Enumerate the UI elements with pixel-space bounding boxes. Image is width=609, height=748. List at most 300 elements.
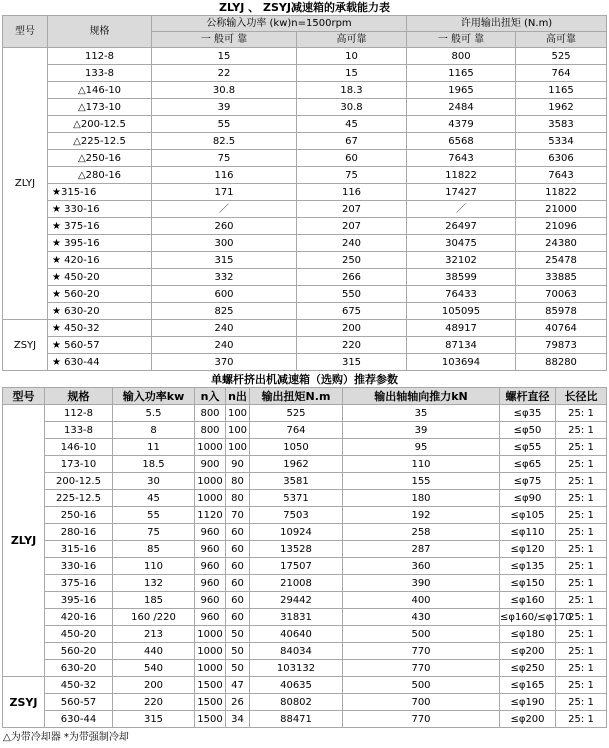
diameter-cell: ≤φ35	[500, 405, 556, 422]
table-row	[3, 541, 607, 558]
thrust-cell: 180	[343, 490, 500, 507]
torque-cell: 525	[250, 405, 343, 422]
spec-cell: 395-16	[45, 592, 113, 609]
torque-high-cell: 21000	[516, 201, 607, 218]
thrust-cell: 39	[343, 422, 500, 439]
torque-general-cell: 103694	[407, 354, 516, 371]
n-in-cell: 1000	[195, 660, 226, 677]
power-cell: 110	[113, 558, 195, 575]
torque-cell: 31831	[250, 609, 343, 626]
ratio-cell: 25: 1	[556, 694, 607, 711]
table-row	[3, 643, 607, 660]
power-general-cell: 171	[152, 184, 297, 201]
torque-cell: 21008	[250, 575, 343, 592]
header-power: 输入功率kw	[113, 388, 195, 405]
diameter-cell: ≤φ180	[500, 626, 556, 643]
table-row	[3, 524, 607, 541]
n-in-cell: 800	[195, 422, 226, 439]
power-general-cell: 82.5	[152, 133, 297, 150]
header-thrust: 输出轴轴向推力kN	[343, 388, 500, 405]
table-row	[3, 269, 607, 286]
n-in-cell: 1120	[195, 507, 226, 524]
ratio-cell: 25: 1	[556, 439, 607, 456]
spec-cell: 450-20	[45, 626, 113, 643]
ratio-cell: 25: 1	[556, 524, 607, 541]
power-cell: 160 /220	[113, 609, 195, 626]
torque-cell: 3581	[250, 473, 343, 490]
diameter-cell: ≤φ120	[500, 541, 556, 558]
ratio-cell: 25: 1	[556, 507, 607, 524]
torque-high-cell: 1962	[516, 99, 607, 116]
torque-general-cell: 800	[407, 48, 516, 65]
power-high-cell: 207	[297, 201, 407, 218]
table-row	[3, 405, 607, 422]
power-high-cell: 675	[297, 303, 407, 320]
torque-cell: 1962	[250, 456, 343, 473]
table-row	[3, 99, 607, 116]
table-row	[3, 201, 607, 218]
table-row	[3, 490, 607, 507]
diameter-cell: ≤φ150	[500, 575, 556, 592]
torque-general-cell: 1965	[407, 82, 516, 99]
spec-cell: 133-8	[45, 422, 113, 439]
power-cell: 55	[113, 507, 195, 524]
spec-cell: ★ 330-16	[48, 201, 152, 218]
spec-cell: 450-32	[45, 677, 113, 694]
header-diameter: 螺杆直径	[500, 388, 556, 405]
ratio-cell: 25: 1	[556, 643, 607, 660]
torque-cell: 764	[250, 422, 343, 439]
ratio-cell: 25: 1	[556, 609, 607, 626]
power-cell: 85	[113, 541, 195, 558]
spec-cell: △250-16	[48, 150, 152, 167]
n-in-cell: 1000	[195, 490, 226, 507]
table-row	[3, 252, 607, 269]
n-in-cell: 1000	[195, 626, 226, 643]
torque-cell: 5371	[250, 490, 343, 507]
header-n-in: n入	[195, 388, 226, 405]
power-general-cell: 600	[152, 286, 297, 303]
spec-cell: 133-8	[48, 65, 152, 82]
power-high-cell: 10	[297, 48, 407, 65]
header-power-high: 高可靠	[297, 32, 407, 48]
spec-cell: △173-10	[48, 99, 152, 116]
n-in-cell: 1000	[195, 473, 226, 490]
torque-general-cell: 87134	[407, 337, 516, 354]
spec-cell: 112-8	[48, 48, 152, 65]
power-general-cell: 825	[152, 303, 297, 320]
n-out-cell: 100	[226, 405, 250, 422]
table-row	[3, 82, 607, 99]
torque-high-cell: 3583	[516, 116, 607, 133]
power-high-cell: 67	[297, 133, 407, 150]
power-general-cell: 240	[152, 320, 297, 337]
thrust-cell: 287	[343, 541, 500, 558]
header-torque: 输出扭矩N.m	[250, 388, 343, 405]
n-in-cell: 1500	[195, 694, 226, 711]
diameter-cell: ≤φ200	[500, 711, 556, 728]
power-high-cell: 200	[297, 320, 407, 337]
n-out-cell: 100	[226, 439, 250, 456]
n-out-cell: 70	[226, 507, 250, 524]
diameter-cell: ≤φ160	[500, 592, 556, 609]
table-row	[3, 65, 607, 82]
spec-cell: 330-16	[45, 558, 113, 575]
thrust-cell: 155	[343, 473, 500, 490]
spec-cell: △225-12.5	[48, 133, 152, 150]
thrust-cell: 95	[343, 439, 500, 456]
torque-cell: 88471	[250, 711, 343, 728]
spec-cell: ★ 450-32	[48, 320, 152, 337]
table-row	[3, 133, 607, 150]
header-torque-high: 高可靠	[516, 32, 607, 48]
spec-cell: ★ 420-16	[48, 252, 152, 269]
n-in-cell: 900	[195, 456, 226, 473]
torque-general-cell: 2484	[407, 99, 516, 116]
table-row	[3, 507, 607, 524]
torque-high-cell: 79873	[516, 337, 607, 354]
spec-cell: 630-44	[45, 711, 113, 728]
power-high-cell: 220	[297, 337, 407, 354]
extruder-params-table	[2, 387, 607, 728]
torque-high-cell: 1165	[516, 82, 607, 99]
power-high-cell: 75	[297, 167, 407, 184]
torque-general-cell: 6568	[407, 133, 516, 150]
power-high-cell: 550	[297, 286, 407, 303]
thrust-cell: 400	[343, 592, 500, 609]
ratio-cell: 25: 1	[556, 626, 607, 643]
torque-high-cell: 40764	[516, 320, 607, 337]
table2-title: 单螺杆挤出机减速箱（选购）推荐参数	[211, 373, 398, 386]
n-in-cell: 1000	[195, 439, 226, 456]
thrust-cell: 500	[343, 677, 500, 694]
n-out-cell: 100	[226, 422, 250, 439]
torque-cell: 13528	[250, 541, 343, 558]
torque-general-cell: 105095	[407, 303, 516, 320]
spec-cell: 375-16	[45, 575, 113, 592]
torque-cell: 103132	[250, 660, 343, 677]
power-high-cell: 45	[297, 116, 407, 133]
spec-cell: △200-12.5	[48, 116, 152, 133]
header-n-out: n出	[226, 388, 250, 405]
torque-high-cell: 24380	[516, 235, 607, 252]
power-cell: 11	[113, 439, 195, 456]
torque-general-cell: 32102	[407, 252, 516, 269]
ratio-cell: 25: 1	[556, 541, 607, 558]
torque-high-cell: 525	[516, 48, 607, 65]
torque-cell: 40640	[250, 626, 343, 643]
spec-cell: 173-10	[45, 456, 113, 473]
torque-general-cell: 11822	[407, 167, 516, 184]
diameter-cell: ≤φ135	[500, 558, 556, 575]
spec-cell: 280-16	[45, 524, 113, 541]
power-general-cell: 55	[152, 116, 297, 133]
power-general-cell: 15	[152, 48, 297, 65]
table-row	[3, 150, 607, 167]
diameter-cell: ≤φ55	[500, 439, 556, 456]
spec-cell: 630-20	[45, 660, 113, 677]
power-general-cell: 300	[152, 235, 297, 252]
n-out-cell: 90	[226, 456, 250, 473]
power-general-cell: 30.8	[152, 82, 297, 99]
power-general-cell: 22	[152, 65, 297, 82]
diameter-cell: ≤φ105	[500, 507, 556, 524]
torque-high-cell: 6306	[516, 150, 607, 167]
model-group-cell: ZSYJ	[3, 320, 48, 371]
power-high-cell: 116	[297, 184, 407, 201]
n-out-cell: 34	[226, 711, 250, 728]
spec-cell: 560-20	[45, 643, 113, 660]
power-high-cell: 30.8	[297, 99, 407, 116]
power-cell: 213	[113, 626, 195, 643]
diameter-cell: ≤φ160/≤φ170	[500, 609, 556, 626]
table-row	[3, 184, 607, 201]
spec-cell: ★ 630-44	[48, 354, 152, 371]
n-out-cell: 60	[226, 558, 250, 575]
spec-cell: ★ 375-16	[48, 218, 152, 235]
header-power-group: 公称输入功率 (kw)n=1500rpm	[152, 16, 407, 32]
spec-cell: 146-10	[45, 439, 113, 456]
n-out-cell: 60	[226, 541, 250, 558]
spec-cell: ★ 560-57	[48, 337, 152, 354]
power-cell: 315	[113, 711, 195, 728]
spec-cell: ★315-16	[48, 184, 152, 201]
header-model: 型号	[3, 16, 48, 48]
footnote: △为带冷却器 *为带强制冷却	[3, 732, 129, 743]
power-general-cell: 370	[152, 354, 297, 371]
torque-general-cell: 38599	[407, 269, 516, 286]
ratio-cell: 25: 1	[556, 677, 607, 694]
torque-general-cell: 26497	[407, 218, 516, 235]
n-out-cell: 26	[226, 694, 250, 711]
diameter-cell: ≤φ50	[500, 422, 556, 439]
ratio-cell: 25: 1	[556, 456, 607, 473]
ratio-cell: 25: 1	[556, 660, 607, 677]
n-out-cell: 50	[226, 660, 250, 677]
power-general-cell: 332	[152, 269, 297, 286]
torque-high-cell: 11822	[516, 184, 607, 201]
spec-cell: 315-16	[45, 541, 113, 558]
n-in-cell: 960	[195, 558, 226, 575]
torque-cell: 7503	[250, 507, 343, 524]
torque-cell: 80802	[250, 694, 343, 711]
table-row	[3, 660, 607, 677]
ratio-cell: 25: 1	[556, 558, 607, 575]
ratio-cell: 25: 1	[556, 575, 607, 592]
torque-cell: 1050	[250, 439, 343, 456]
n-in-cell: 960	[195, 524, 226, 541]
thrust-cell: 110	[343, 456, 500, 473]
power-cell: 18.5	[113, 456, 195, 473]
header-ratio: 长径比	[556, 388, 607, 405]
load-capacity-table	[2, 15, 607, 371]
power-cell: 8	[113, 422, 195, 439]
power-general-cell: 240	[152, 337, 297, 354]
n-out-cell: 50	[226, 643, 250, 660]
spec-cell: ★ 560-20	[48, 286, 152, 303]
table-row	[3, 711, 607, 728]
n-in-cell: 960	[195, 592, 226, 609]
torque-cell: 84034	[250, 643, 343, 660]
n-out-cell: 80	[226, 473, 250, 490]
thrust-cell: 770	[343, 643, 500, 660]
thrust-cell: 770	[343, 660, 500, 677]
torque-high-cell: 764	[516, 65, 607, 82]
power-general-cell: 116	[152, 167, 297, 184]
n-out-cell: 60	[226, 524, 250, 541]
n-out-cell: 60	[226, 592, 250, 609]
header-spec: 规格	[45, 388, 113, 405]
power-cell: 185	[113, 592, 195, 609]
power-high-cell: 207	[297, 218, 407, 235]
torque-general-cell: 48917	[407, 320, 516, 337]
torque-cell: 40635	[250, 677, 343, 694]
power-general-cell: 39	[152, 99, 297, 116]
table-row	[3, 592, 607, 609]
power-high-cell: 60	[297, 150, 407, 167]
table-row	[3, 235, 607, 252]
table-row	[3, 116, 607, 133]
table-row	[3, 218, 607, 235]
table-row	[3, 558, 607, 575]
torque-general-cell: 17427	[407, 184, 516, 201]
diameter-cell: ≤φ250	[500, 660, 556, 677]
thrust-cell: 700	[343, 694, 500, 711]
table-row	[3, 337, 607, 354]
torque-general-cell: 7643	[407, 150, 516, 167]
power-high-cell: 250	[297, 252, 407, 269]
n-in-cell: 800	[195, 405, 226, 422]
n-out-cell: 50	[226, 626, 250, 643]
power-cell: 75	[113, 524, 195, 541]
header-power-general: 一 般可 靠	[152, 32, 297, 48]
thrust-cell: 770	[343, 711, 500, 728]
thrust-cell: 35	[343, 405, 500, 422]
torque-general-cell: ／	[407, 201, 516, 218]
diameter-cell: ≤φ190	[500, 694, 556, 711]
power-high-cell: 266	[297, 269, 407, 286]
power-high-cell: 15	[297, 65, 407, 82]
table-row	[3, 354, 607, 371]
spec-cell: 112-8	[45, 405, 113, 422]
model-group-cell: ZLYJ	[3, 48, 48, 320]
n-in-cell: 960	[195, 541, 226, 558]
power-high-cell: 18.3	[297, 82, 407, 99]
torque-general-cell: 4379	[407, 116, 516, 133]
table-row	[3, 303, 607, 320]
power-cell: 5.5	[113, 405, 195, 422]
torque-high-cell: 85978	[516, 303, 607, 320]
header-spec: 规格	[48, 16, 152, 48]
thrust-cell: 500	[343, 626, 500, 643]
spec-cell: △280-16	[48, 167, 152, 184]
torque-general-cell: 30475	[407, 235, 516, 252]
table-row	[3, 609, 607, 626]
torque-high-cell: 88280	[516, 354, 607, 371]
header-torque-general: 一 般可 靠	[407, 32, 516, 48]
spec-cell: ★ 395-16	[48, 235, 152, 252]
model-group-cell: ZLYJ	[3, 405, 45, 677]
torque-high-cell: 21096	[516, 218, 607, 235]
ratio-cell: 25: 1	[556, 592, 607, 609]
table-row	[3, 694, 607, 711]
spec-cell: 225-12.5	[45, 490, 113, 507]
torque-cell: 17507	[250, 558, 343, 575]
power-general-cell: 315	[152, 252, 297, 269]
power-general-cell: ／	[152, 201, 297, 218]
table-row	[3, 439, 607, 456]
torque-high-cell: 25478	[516, 252, 607, 269]
diameter-cell: ≤φ200	[500, 643, 556, 660]
table-row	[3, 48, 607, 65]
power-cell: 540	[113, 660, 195, 677]
n-out-cell: 47	[226, 677, 250, 694]
table-row	[3, 626, 607, 643]
table-row	[3, 422, 607, 439]
torque-high-cell: 5334	[516, 133, 607, 150]
diameter-cell: ≤φ165	[500, 677, 556, 694]
thrust-cell: 390	[343, 575, 500, 592]
power-cell: 200	[113, 677, 195, 694]
power-high-cell: 315	[297, 354, 407, 371]
spec-cell: ★ 630-20	[48, 303, 152, 320]
n-out-cell: 60	[226, 609, 250, 626]
torque-high-cell: 33885	[516, 269, 607, 286]
power-general-cell: 260	[152, 218, 297, 235]
header-torque-group: 许用输出扭矩 (N.m)	[407, 16, 607, 32]
torque-high-cell: 7643	[516, 167, 607, 184]
diameter-cell: ≤φ75	[500, 473, 556, 490]
ratio-cell: 25: 1	[556, 422, 607, 439]
power-cell: 132	[113, 575, 195, 592]
power-cell: 30	[113, 473, 195, 490]
torque-cell: 29442	[250, 592, 343, 609]
torque-general-cell: 1165	[407, 65, 516, 82]
torque-cell: 10924	[250, 524, 343, 541]
n-in-cell: 960	[195, 609, 226, 626]
n-in-cell: 1500	[195, 677, 226, 694]
table-row	[3, 320, 607, 337]
ratio-cell: 25: 1	[556, 711, 607, 728]
spec-cell: 420-16	[45, 609, 113, 626]
thrust-cell: 360	[343, 558, 500, 575]
power-general-cell: 75	[152, 150, 297, 167]
diameter-cell: ≤φ90	[500, 490, 556, 507]
table-row	[3, 473, 607, 490]
spec-cell: 200-12.5	[45, 473, 113, 490]
thrust-cell: 192	[343, 507, 500, 524]
table-row	[3, 456, 607, 473]
table-row	[3, 575, 607, 592]
table-row	[3, 677, 607, 694]
power-cell: 220	[113, 694, 195, 711]
thrust-cell: 430	[343, 609, 500, 626]
table-row	[3, 286, 607, 303]
diameter-cell: ≤φ110	[500, 524, 556, 541]
torque-general-cell: 76433	[407, 286, 516, 303]
table-row	[3, 167, 607, 184]
diameter-cell: ≤φ65	[500, 456, 556, 473]
ratio-cell: 25: 1	[556, 405, 607, 422]
spec-cell: 250-16	[45, 507, 113, 524]
n-in-cell: 1000	[195, 643, 226, 660]
spec-cell: 560-57	[45, 694, 113, 711]
n-in-cell: 960	[195, 575, 226, 592]
spec-cell: ★ 450-20	[48, 269, 152, 286]
thrust-cell: 258	[343, 524, 500, 541]
ratio-cell: 25: 1	[556, 490, 607, 507]
spec-cell: △146-10	[48, 82, 152, 99]
